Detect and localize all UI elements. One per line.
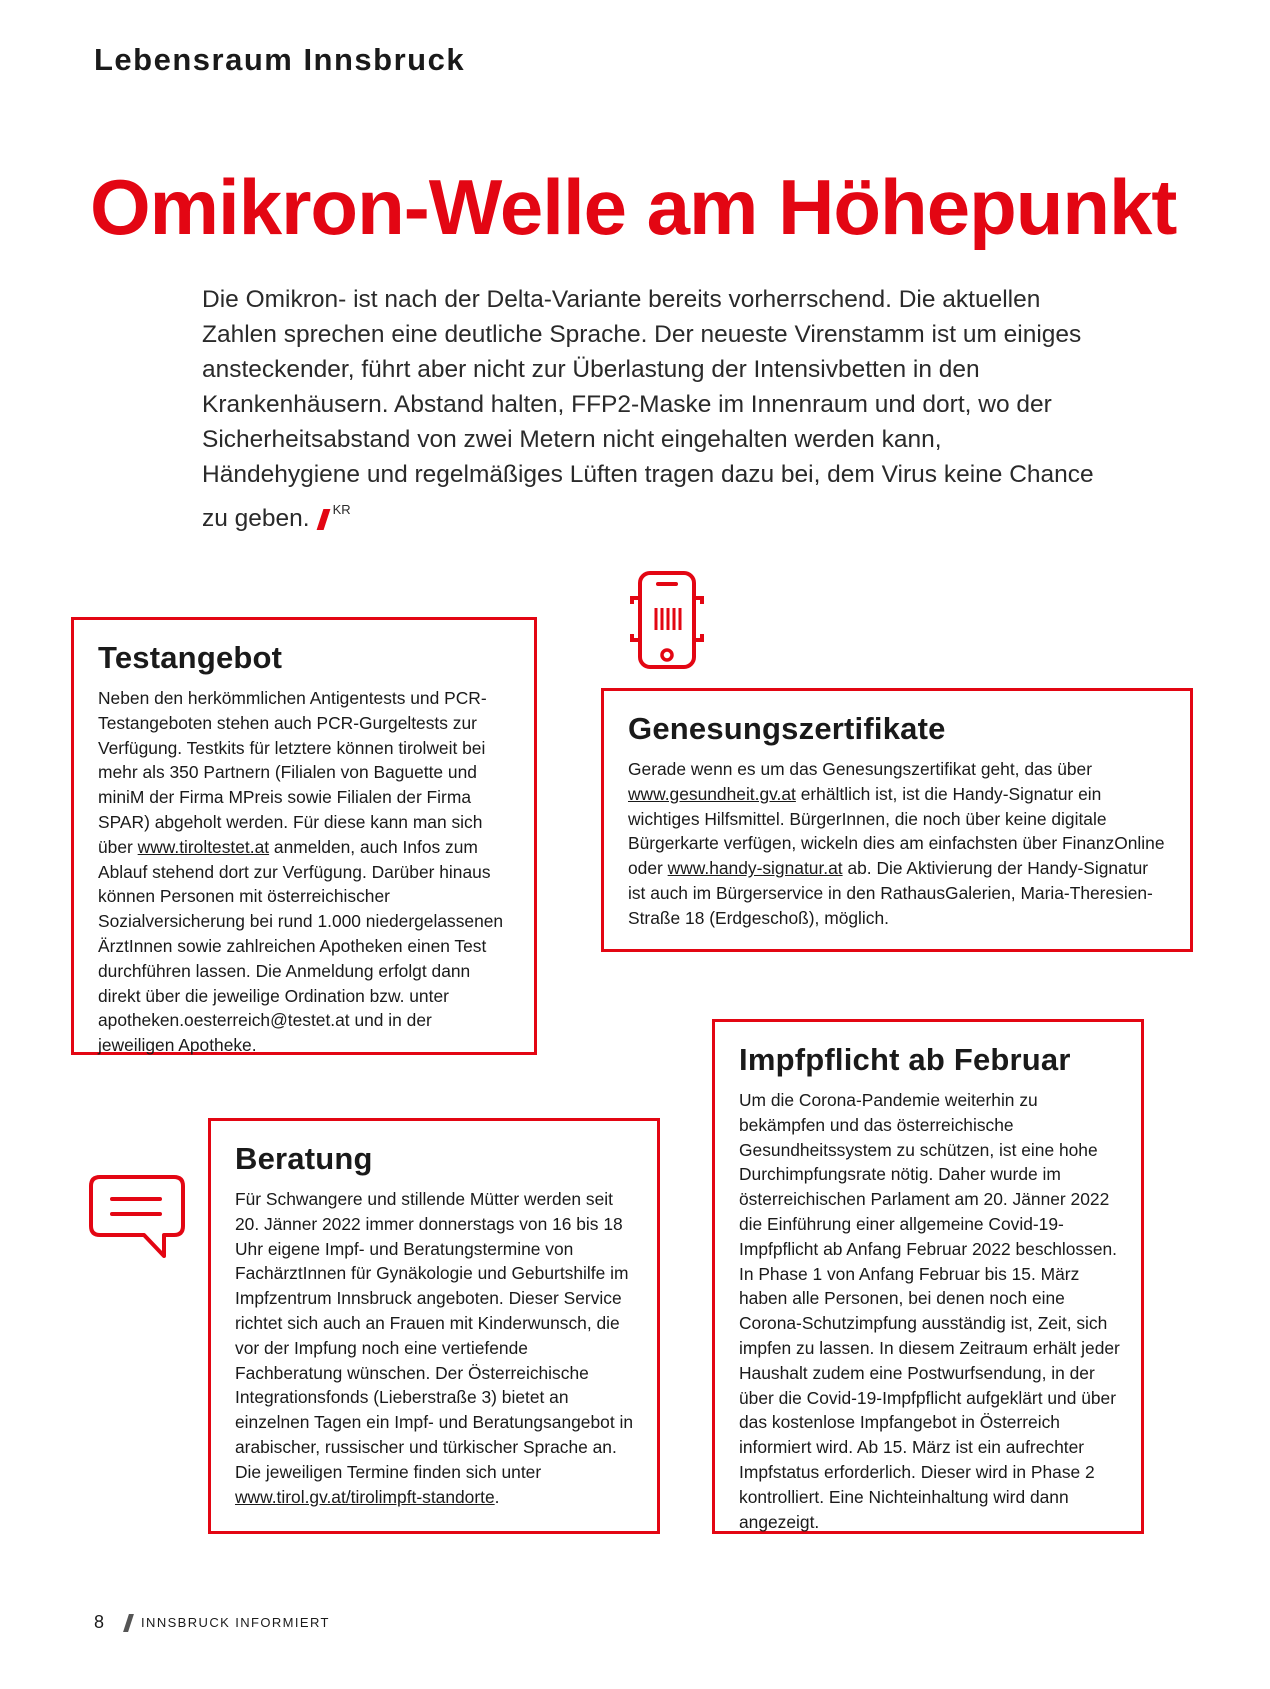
link-tiroltestet[interactable]: www.tiroltestet.at: [137, 836, 270, 857]
box-title: Genesungszertifikate: [628, 711, 946, 746]
box-body: Gerade wenn es um das Genesungszertifikat geht, das über www.gesundheit.gv.at erhältlich ist, ist die Handy-Signatur ein wichtiges Hilfsmittel. BürgerInnen, die noch über keine digitale Bürgerkarte verfügen, wickeln dies am einfachsten über FinanzOnline oder www.handy-signatur.at ab. Die Aktivierung der Handy-Signatur ist auch im Bürgerservice in den RathausGalerien, Maria-Theresien-Straße 18 (Erdgeschoß), möglich.: [628, 759, 1165, 928]
info-box-impfpflicht: [712, 1019, 1144, 1534]
box-title: Impfpflicht ab Februar: [739, 1042, 1071, 1077]
author-initials: KR: [332, 502, 351, 517]
speech-bubble-icon: [88, 1174, 186, 1260]
slash-mark-icon: [123, 1614, 134, 1632]
box-body: Um die Corona-Pandemie weiterhin zu bekämpfen und das österreichische Gesundheitssystem zu schützen, ist eine hohe Durchimpfungsrate nötig. Daher wurde im österreichischen Parlament am 20. Jänner 2022 die Einführung einer allgemeine Covid-19-Impfpflicht ab Anfang Februar 2022 beschlossen. In Phase 1 von Anfang Februar bis 15. März haben alle Personen, bei denen noch eine Corona-Schutzimpfung ausständig ist, Zeit, sich impfen zu lassen. In diesem Zeitraum erhält jeder Haushalt zudem eine Postwurfsendung, in der über die Covid-19-Impfpflicht aufgeklärt und über das kostenlose Impfangebot in Österreich informiert wird. Ab 15. März ist ein aufrechter Impfstatus erforderlich. Dieser wird in Phase 2 kontrolliert. Eine Nichteinhaltung wird dann angezeigt.: [739, 1090, 1120, 1532]
info-box-testangebot: [71, 617, 537, 1055]
link-handy-signatur[interactable]: www.handy-signatur.at: [667, 858, 843, 879]
box-body: Neben den herkömmlichen Antigentests und PCR-Testangeboten stehen auch PCR-Gurgeltests zur Verfügung. Testkits für letztere können tirolweit bei mehr als 350 Partnern (Filialen von Baguette und miniM der Firma MPreis sowie Filialen der Firma SPAR) abgeholt werden. Für diese kann man sich über www.tiroltestet.at anmelden, auch Infos zum Ablauf stehend dort zur Verfügung. Darüber hinaus können Personen mit österreichischer Sozialversicherung bei rund 1.000 niedergelassenen ÄrztInnen sowie zahlreichen Apotheken einen Test durchführen lassen. Die Anmeldung erfolgt dann direkt über die jeweilige Ordination bzw. unter apotheken.oesterreich@testet.at und in der jeweiligen Apotheke.: [98, 688, 504, 1056]
link-tirolimpft-standorte[interactable]: www.tirol.gv.at/tirolimpft-standorte: [235, 1486, 495, 1507]
lead-paragraph: [202, 282, 1102, 536]
page-number: 8: [94, 1612, 105, 1632]
page-footer: [94, 1612, 330, 1633]
section-label: Lebensraum Innsbruck: [94, 42, 466, 77]
box-title: Testangebot: [98, 640, 283, 675]
end-mark-icon: [316, 509, 330, 530]
box-body: Für Schwangere und stillende Mütter werden seit 20. Jänner 2022 immer donnerstags von 16 bis 18 Uhr eigene Impf- und Beratungstermine von FachärztInnen für Gynäkologie und Geburtshilfe im Impfzentrum Innsbruck angeboten. Dieser Service richtet sich auch an Frauen mit Kinderwunsch, die vor der Impfung noch eine vertiefende Fachberatung wünschen. Der Österreichische Integrationsfonds (Lieberstraße 3) bietet an einzelnen Tagen ein Impf- und Beratungsangebot in arabischer, russischer und türkischer Sprache an. Die jeweiligen Termine finden sich unter www.tirol.gv.at/tirolimpft-standorte.: [235, 1189, 634, 1507]
box-title: Beratung: [235, 1141, 373, 1176]
link-gesundheit[interactable]: www.gesundheit.gv.at: [628, 783, 796, 804]
publication-name: INNSBRUCK INFORMIERT: [141, 1615, 330, 1630]
lead-text: Die Omikron- ist nach der Delta-Variante bereits vorherrschend. Die aktuellen Zahlen sprechen eine deutliche Sprache. Der neueste Virenstamm ist um einiges ansteckender, führt aber nicht zur Überlastung der Intensivbetten in den Krankenhäusern. Abstand halten, FFP2-Maske im Innenraum und dort, wo der Sicherheitsabstand von zwei Metern nicht eingehalten werden kann, Händehygiene und regelmäßiges Lüften tragen dazu bei, dem Virus keine Chance zu geben.: [202, 286, 1094, 532]
info-box-genesungszertifikate: [601, 688, 1193, 952]
smartphone-barcode-icon: [628, 570, 706, 670]
page-title: Omikron-Welle am Höhepunkt: [90, 163, 1177, 251]
info-box-beratung: [208, 1118, 660, 1534]
